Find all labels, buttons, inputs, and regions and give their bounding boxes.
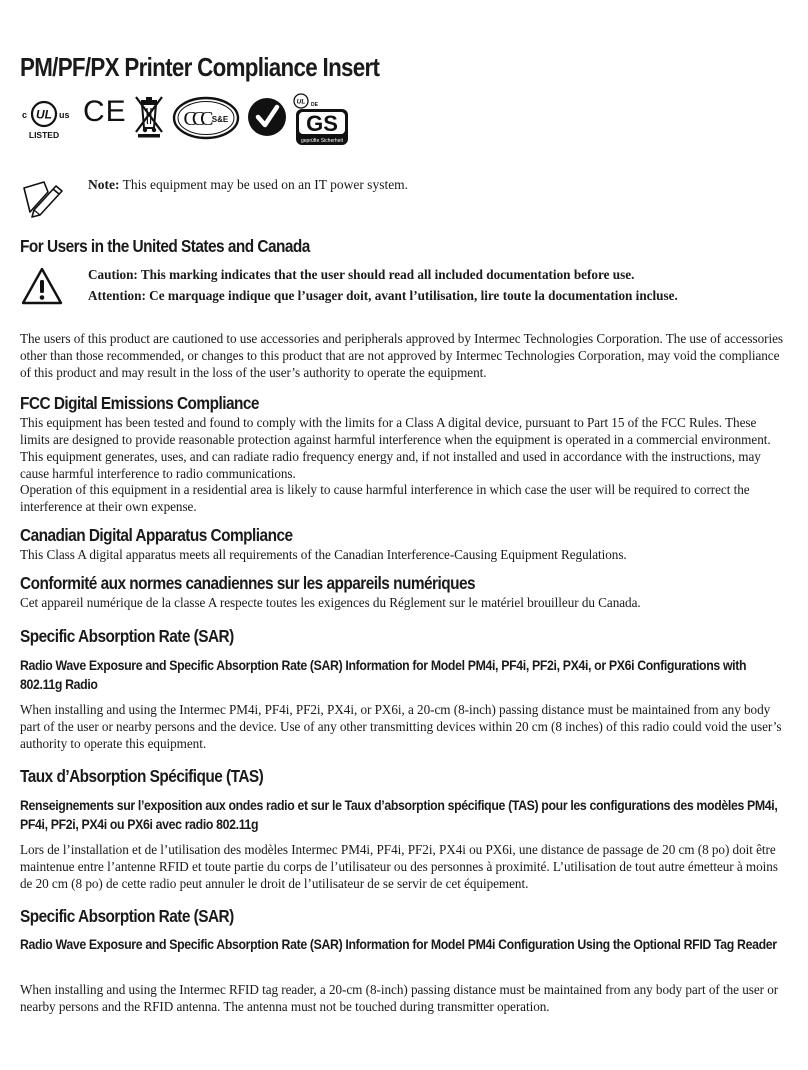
note-label: Note: [88, 177, 120, 192]
heading-sar-2: Specific Absorption Rate (SAR) [20, 906, 234, 926]
caution-warning-icon [20, 266, 64, 306]
ul-listed-text: LISTED [28, 130, 60, 140]
ccc-text: CCC [183, 108, 209, 130]
note-pencil-icon [20, 178, 66, 220]
heading-canadian: Canadian Digital Apparatus Compliance [20, 525, 293, 545]
tas-body: Lors de l’installation et de l’utilisation des modèles Intermec PM4i, PF4i, PF2i, PX4i ou PX6i, une distance de passage de 20 cm (8 po) doit être maintenue entre l’antenne RFID et toute partie du corps de l’utilisateur ou des personnes à proximité. L’utilisation de tout autre émetteur à moins de 20 cm (8 po) de cette radio peut annuler le droit de l’utilisateur de se servir de cet équipement. [20, 842, 778, 891]
us-canada-body: The users of this product are cautioned to use accessories and peripherals approved by Intermec Technologies Corporation. The use of accessories other than those recommended, or changes to this product that are not approved by Intermec Technologies Corporation, may void the compliance of this product and may result in the loss of the user’s authority to operate the equipment. [20, 331, 783, 380]
certification-logos [20, 92, 360, 152]
note-body: This equipment may be used on an IT power system. [119, 177, 409, 192]
gs-de-text: DE [311, 102, 318, 108]
sar-2-body: When installing and using the Intermec RFID tag reader, a 20-cm (8-inch) passing distance must be maintained from any body part of the user or nearby persons and the RFID antenna. The antenna must not be touched during transmitter operation. [20, 982, 779, 1014]
fcc-body-2: Operation of this equipment in a residential area is likely to cause harmful interference in which case the user will be required to correct the interference at their own expense. [20, 482, 750, 514]
ul-us-text: us [59, 110, 70, 120]
subheading-sar-2: Radio Wave Exposure and Specific Absorption Rate (SAR) Information for Model PM4i Configuration Using the Optional RFID Tag Reader [20, 936, 777, 952]
gs-ul-text: UL [296, 98, 306, 106]
ul-mark-text: UL [36, 107, 52, 122]
subheading-tas: Renseignements sur l’exposition aux ondes radio et sur le Taux d’absorption spécifique (TAS) pour les configurations des modèles PM4i, PF4i, PF2i, PX4i ou PX6i avec radio 802.11g [20, 797, 778, 832]
heading-us-canada: For Users in the United States and Canada [20, 236, 310, 256]
heading-fcc: FCC Digital Emissions Compliance [20, 393, 259, 413]
document-title: PM/PF/PX Printer Compliance Insert [20, 52, 380, 82]
ul-listed-logo [20, 94, 78, 142]
gs-text: GS [306, 111, 338, 136]
caution-french: Attention: Ce marquage indique que l’usager doit, avant l’utilisation, lire toute la documentation incluse. [88, 288, 678, 303]
ul-c-text: c [22, 110, 28, 120]
caution-english: Caution: This marking indicates that the user should read all included documentation before use. [88, 267, 635, 282]
heading-tas: Taux d’Absorption Spécifique (TAS) [20, 766, 264, 786]
heading-sar-1: Specific Absorption Rate (SAR) [20, 626, 234, 646]
heading-conformite: Conformité aux normes canadiennes sur les appareils numériques [20, 573, 476, 593]
fcc-body-1: This equipment has been tested and found to comply with the limits for a Class A digital device, pursuant to Part 15 of the FCC Rules. These limits are designed to provide reasonable protection against harmful interference when the equipment is operated in a commercial environment. This equipment generates, uses, and can radiate radio frequency energy and, if not installed and used in accordance with the instructions, may cause harmful interference to radio communications. [20, 415, 771, 481]
note-text [88, 177, 408, 193]
gs-mark-logo [292, 92, 354, 148]
subheading-sar-1: Radio Wave Exposure and Specific Absorption Rate (SAR) Information for Model PM4i, PF4i, PF2i, PX4i, or PX6i Configurations with 802.11g Radio [20, 657, 747, 692]
canadian-body: This Class A digital apparatus meets all requirements of the Canadian Interference-Causing Equipment Regulations. [20, 547, 627, 562]
ccc-se-text: S&E [211, 115, 229, 124]
conformite-body: Cet appareil numérique de la classe A respecte toutes les exigences du Réglement sur le matériel brouilleur du Canada. [20, 595, 641, 610]
c-tick-logo [246, 96, 288, 138]
ce-text: CE [83, 95, 127, 126]
weee-crossed-bin-icon [132, 94, 166, 138]
gs-subtext: geprüfte Sicherheit [301, 138, 343, 144]
ccc-mark-logo [172, 96, 240, 140]
ce-mark-logo [83, 94, 127, 126]
sar-1-body: When installing and using the Intermec PM4i, PF4i, PF2i, PX4i, or PX6i, a 20-cm (8-inch) passing distance must be maintained from any body part of the user or nearby persons and the device. Use of any other transmitting devices within 20 cm (8 inches) of this radio could void the user’s authority to operate this equipment. [20, 702, 782, 751]
